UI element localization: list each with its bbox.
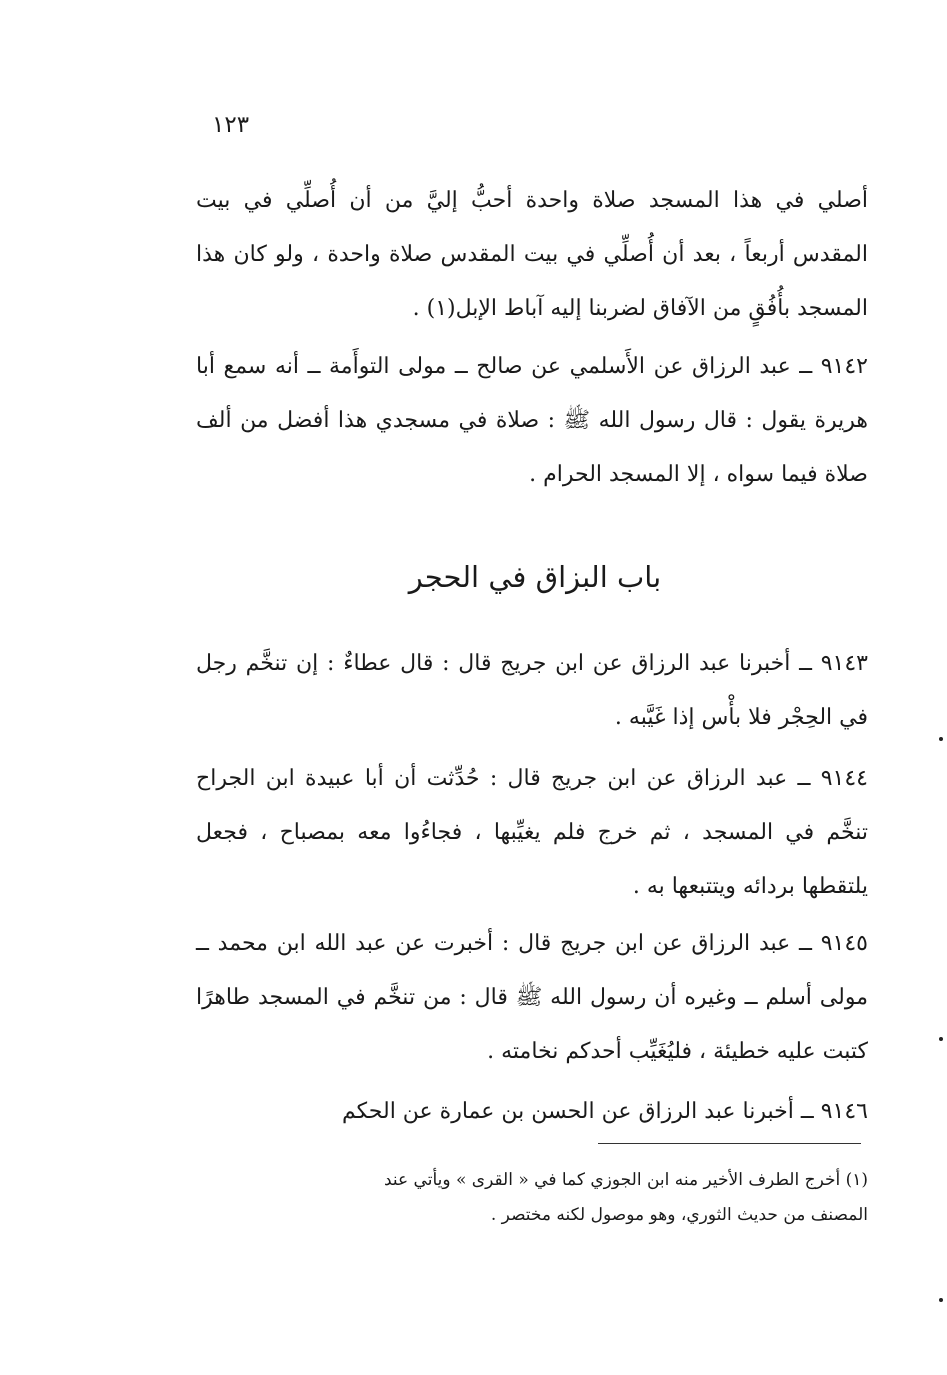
entry-text: ٩١٤٥ ــ عبد الرزاق عن ابن جريج قال : أخبرت عن عبد الله ابن محمد ــ مولى أسلم ــ وغيره أن رسول الله ﷺ قال : من تنخَّم في المسجد طاهرًا كتبت عليه خطيئة ، فليُغَيِّب أحدكم نخامته . [196, 931, 868, 1064]
hadith-entry-9145 [196, 917, 868, 1079]
entry-text: ٩١٤٦ ــ أخبرنا عبد الرزاق عن الحسن بن عمارة عن الحكم [342, 1099, 868, 1124]
scan-mark [939, 737, 943, 741]
footnote-line: (١) أخرج الطرف الأخير منه ابن الجوزي كما في « القرى » ويأتي عند [383, 1170, 868, 1190]
paragraph-text: أصلي في هذا المسجد صلاة واحدة أحبُّ إليَّ من أن أُصلِّي في بيت المقدس أربعاً ، بعد أن أُصلِّي في بيت المقدس صلاة واحدة ، ولو كان هذا المسجد بأُفُقٍ من الآفاق لضربنا إليه آباط الإبل(١) . [196, 188, 868, 321]
entry-text: ٩١٤٤ ــ عبد الرزاق عن ابن جريج قال : حُدِّثت أن أبا عبيدة ابن الجراح تنخَّم في المسجد ، ثم خرج فلم يغيِّبها ، فجاءُوا معه بمصباح ، فجعل يلتقطها بردائه ويتتبعها به . [196, 766, 868, 899]
hadith-entry-9143 [196, 637, 868, 745]
footnote-divider [598, 1143, 861, 1144]
footnote-line: المصنف من حديث الثوري، وهو موصول لكنه مختصر . [490, 1205, 868, 1225]
hadith-entry-9142 [196, 340, 868, 502]
page-number: ١٢٣ [212, 112, 250, 138]
section-title: باب البزاق في الحجر [408, 560, 662, 594]
footnotes [196, 1163, 868, 1233]
entry-text: ٩١٤٣ ــ أخبرنا عبد الرزاق عن ابن جريج قال : قال عطاءٌ : إن تنخَّم رجل في الحِجْر فلا بأْس إذا غَيَّبه . [196, 651, 868, 730]
scan-mark [939, 1298, 943, 1302]
hadith-entry-9146 [196, 1085, 868, 1139]
paragraph-text: ٩١٤٢ ــ عبد الرزاق عن الأَسلمي عن صالح ــ مولى التوأَمة ــ أنه سمع أبا هريرة يقول : قال رسول الله ﷺ : صلاة في مسجدي هذا أفضل من ألف صلاة فيما سواه ، إلا المسجد الحرام . [196, 354, 868, 487]
hadith-entry-9144 [196, 752, 868, 914]
paragraph-continuation [196, 174, 868, 336]
scan-mark [939, 1037, 943, 1041]
